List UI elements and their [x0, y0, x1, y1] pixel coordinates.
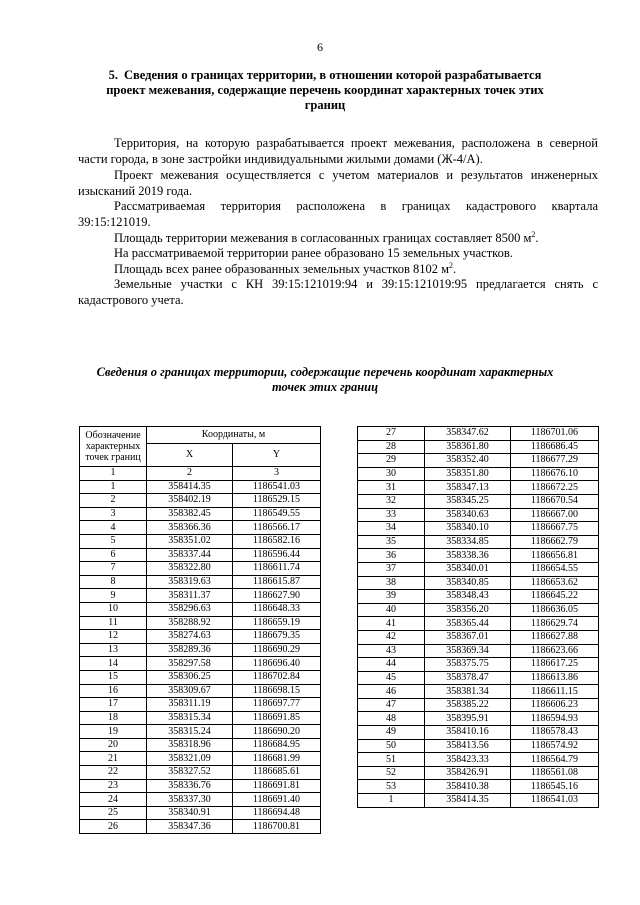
- table-row: [358, 753, 599, 767]
- x-coordinate-cell: 358309.67: [147, 684, 233, 698]
- table-row: [80, 657, 321, 671]
- point-number-cell: 35: [358, 535, 425, 549]
- table-row: [80, 806, 321, 820]
- point-number-cell: 25: [80, 806, 147, 820]
- x-coordinate-cell: 358414.35: [147, 480, 233, 494]
- table-row: [80, 494, 321, 508]
- table-row: [80, 779, 321, 793]
- table-row: [358, 685, 599, 699]
- point-number-cell: 2: [80, 494, 147, 508]
- x-coordinate-cell: 358340.91: [147, 806, 233, 820]
- point-number-cell: 19: [80, 725, 147, 739]
- x-coordinate-cell: 358318.96: [147, 738, 233, 752]
- paragraph-location: Территория, на которую разрабатывается проект межевания, расположена в северной части города, в зоне застройки индивидуальными жилыми домами (Ж-4/А).: [78, 136, 598, 166]
- table-row: [80, 630, 321, 644]
- y-coordinate-cell: 1186701.06: [510, 427, 598, 441]
- y-coordinate-cell: 1186702.84: [232, 670, 320, 684]
- y-coordinate-cell: 1186697.77: [232, 698, 320, 712]
- y-coordinate-cell: 1186629.74: [510, 617, 598, 631]
- table-row: [80, 562, 321, 576]
- point-number-cell: 28: [358, 440, 425, 454]
- table-row: [358, 644, 599, 658]
- x-coordinate-cell: 358297.58: [147, 657, 233, 671]
- table-row: [358, 440, 599, 454]
- x-coordinate-cell: 358382.45: [147, 507, 233, 521]
- coordinates-table-left: [79, 426, 321, 834]
- y-coordinate-cell: 1186582.16: [232, 534, 320, 548]
- y-coordinate-cell: 1186645.22: [510, 590, 598, 604]
- point-number-cell: 1: [358, 794, 425, 808]
- table-row: [80, 643, 321, 657]
- table-row: [358, 481, 599, 495]
- point-number-cell: 24: [80, 793, 147, 807]
- table-row: [80, 548, 321, 562]
- point-number-cell: 48: [358, 712, 425, 726]
- x-coordinate-cell: 358381.34: [425, 685, 511, 699]
- x-coordinate-cell: 358347.62: [425, 427, 511, 441]
- y-coordinate-cell: 1186615.87: [232, 575, 320, 589]
- point-number-cell: 23: [80, 779, 147, 793]
- y-coordinate-cell: 1186662.79: [510, 535, 598, 549]
- x-coordinate-cell: 358340.63: [425, 508, 511, 522]
- y-coordinate-cell: 1186529.15: [232, 494, 320, 508]
- table-row: [358, 766, 599, 780]
- y-coordinate-cell: 1186561.08: [510, 766, 598, 780]
- y-coordinate-cell: 1186690.29: [232, 643, 320, 657]
- x-coordinate-cell: 358365.44: [425, 617, 511, 631]
- y-coordinate-cell: 1186679.35: [232, 630, 320, 644]
- y-coordinate-cell: 1186667.75: [510, 522, 598, 536]
- table-row: [80, 766, 321, 780]
- area-unit-sup: 2: [531, 229, 536, 239]
- table-row: [358, 549, 599, 563]
- y-coordinate-cell: 1186691.85: [232, 711, 320, 725]
- header-x: X: [147, 444, 233, 467]
- point-number-cell: 50: [358, 739, 425, 753]
- y-coordinate-cell: 1186681.99: [232, 752, 320, 766]
- y-coordinate-cell: 1186596.44: [232, 548, 320, 562]
- x-coordinate-cell: 358367.01: [425, 630, 511, 644]
- point-number-cell: 36: [358, 549, 425, 563]
- x-coordinate-cell: 358337.30: [147, 793, 233, 807]
- table-row: [358, 780, 599, 794]
- x-coordinate-cell: 358296.63: [147, 602, 233, 616]
- point-number-cell: 16: [80, 684, 147, 698]
- coordinates-table-right: [357, 426, 599, 808]
- parcels-area-suffix: .: [453, 261, 457, 276]
- paragraph-basis: Проект межевания осуществляется с учетом материалов и результатов инженерных изысканий 2019 года.: [78, 168, 598, 198]
- page-number: 6: [317, 40, 323, 54]
- table-row: [80, 507, 321, 521]
- x-coordinate-cell: 358306.25: [147, 670, 233, 684]
- table-row: [80, 602, 321, 616]
- point-number-cell: 7: [80, 562, 147, 576]
- point-number-cell: 34: [358, 522, 425, 536]
- x-coordinate-cell: 358375.75: [425, 658, 511, 672]
- point-number-cell: 38: [358, 576, 425, 590]
- y-coordinate-cell: 1186611.15: [510, 685, 598, 699]
- y-coordinate-cell: 1186700.81: [232, 820, 320, 834]
- x-coordinate-cell: 358322.80: [147, 562, 233, 576]
- table-row: [358, 427, 599, 441]
- header-index-2: 2: [147, 467, 233, 481]
- point-number-cell: 32: [358, 494, 425, 508]
- y-coordinate-cell: 1186627.90: [232, 589, 320, 603]
- y-coordinate-cell: 1186578.43: [510, 726, 598, 740]
- x-coordinate-cell: 358347.36: [147, 820, 233, 834]
- y-coordinate-cell: 1186653.62: [510, 576, 598, 590]
- y-coordinate-cell: 1186691.81: [232, 779, 320, 793]
- point-number-cell: 18: [80, 711, 147, 725]
- header-index-3: 3: [232, 467, 320, 481]
- table-row: [358, 603, 599, 617]
- point-number-cell: 27: [358, 427, 425, 441]
- x-coordinate-cell: 358334.85: [425, 535, 511, 549]
- header-index-1: 1: [80, 467, 147, 481]
- paragraph-area: [78, 231, 598, 247]
- y-coordinate-cell: 1186686.45: [510, 440, 598, 454]
- y-coordinate-cell: 1186667.00: [510, 508, 598, 522]
- table-row: [80, 480, 321, 494]
- x-coordinate-cell: 358311.19: [147, 698, 233, 712]
- table-row: [358, 712, 599, 726]
- table-row: [80, 575, 321, 589]
- y-coordinate-cell: 1186685.61: [232, 766, 320, 780]
- table-row: [80, 670, 321, 684]
- table-row: [80, 711, 321, 725]
- x-coordinate-cell: 358340.85: [425, 576, 511, 590]
- x-coordinate-cell: 358395.91: [425, 712, 511, 726]
- paragraph-cadastral-quarter: Рассматриваемая территория расположена в границах кадастрового квартала 39:15:121019.: [78, 199, 598, 229]
- table-row: [80, 725, 321, 739]
- point-number-cell: 30: [358, 467, 425, 481]
- point-number-cell: 29: [358, 454, 425, 468]
- table-row: [358, 794, 599, 808]
- table-row: [358, 630, 599, 644]
- table-row: [80, 684, 321, 698]
- x-coordinate-cell: 358288.92: [147, 616, 233, 630]
- x-coordinate-cell: 358426.91: [425, 766, 511, 780]
- parcels-area-unit-sup: 2: [449, 260, 454, 270]
- x-coordinate-cell: 358352.40: [425, 454, 511, 468]
- point-number-cell: 6: [80, 548, 147, 562]
- y-coordinate-cell: 1186691.40: [232, 793, 320, 807]
- point-number-cell: 53: [358, 780, 425, 794]
- point-number-cell: 20: [80, 738, 147, 752]
- table-row: [358, 508, 599, 522]
- point-number-cell: 31: [358, 481, 425, 495]
- point-number-cell: 45: [358, 671, 425, 685]
- y-coordinate-cell: 1186648.33: [232, 602, 320, 616]
- table-row: [80, 738, 321, 752]
- y-coordinate-cell: 1186698.15: [232, 684, 320, 698]
- x-coordinate-cell: 358366.36: [147, 521, 233, 535]
- x-coordinate-cell: 358289.36: [147, 643, 233, 657]
- point-number-cell: 22: [80, 766, 147, 780]
- table-header-row: [80, 427, 321, 444]
- y-coordinate-cell: 1186670.54: [510, 494, 598, 508]
- point-number-cell: 3: [80, 507, 147, 521]
- table-row: [80, 521, 321, 535]
- point-number-cell: 1: [80, 480, 147, 494]
- y-coordinate-cell: 1186613.86: [510, 671, 598, 685]
- point-number-cell: 5: [80, 534, 147, 548]
- y-coordinate-cell: 1186696.40: [232, 657, 320, 671]
- point-number-cell: 49: [358, 726, 425, 740]
- table-row: [358, 739, 599, 753]
- x-coordinate-cell: 358361.80: [425, 440, 511, 454]
- point-number-cell: 11: [80, 616, 147, 630]
- paragraph-parcels-area: [78, 262, 598, 278]
- y-coordinate-cell: 1186636.05: [510, 603, 598, 617]
- x-coordinate-cell: 358423.33: [425, 753, 511, 767]
- table-row: [80, 793, 321, 807]
- y-coordinate-cell: 1186684.95: [232, 738, 320, 752]
- y-coordinate-cell: 1186676.10: [510, 467, 598, 481]
- table-row: [358, 671, 599, 685]
- y-coordinate-cell: 1186564.79: [510, 753, 598, 767]
- table-row: [358, 522, 599, 536]
- area-text: Площадь территории межевания в согласованных границах составляет 8500 м: [114, 230, 532, 245]
- header-y: Y: [232, 444, 320, 467]
- y-coordinate-cell: 1186656.81: [510, 549, 598, 563]
- x-coordinate-cell: 358315.24: [147, 725, 233, 739]
- x-coordinate-cell: 358410.38: [425, 780, 511, 794]
- point-number-cell: 52: [358, 766, 425, 780]
- x-coordinate-cell: 358348.43: [425, 590, 511, 604]
- table-row: [358, 658, 599, 672]
- x-coordinate-cell: 358315.34: [147, 711, 233, 725]
- y-coordinate-cell: 1186690.20: [232, 725, 320, 739]
- header-point-designation: Обозначение характерных точек границ: [80, 427, 147, 467]
- y-coordinate-cell: 1186672.25: [510, 481, 598, 495]
- table-row: [358, 535, 599, 549]
- x-coordinate-cell: 358414.35: [425, 794, 511, 808]
- point-number-cell: 15: [80, 670, 147, 684]
- body-text: [78, 136, 598, 309]
- paragraph-deregister: Земельные участки с КН 39:15:121019:94 и 39:15:121019:95 предлагается снять с кадастрового учета.: [78, 277, 598, 307]
- y-coordinate-cell: 1186677.29: [510, 454, 598, 468]
- x-coordinate-cell: 358321.09: [147, 752, 233, 766]
- table-row: [80, 820, 321, 834]
- section-number: 5.: [108, 68, 118, 82]
- point-number-cell: 8: [80, 575, 147, 589]
- x-coordinate-cell: 358385.22: [425, 698, 511, 712]
- paragraph-parcels-count: На рассматриваемой территории ранее образовано 15 земельных участков.: [114, 246, 513, 261]
- table-row: [358, 590, 599, 604]
- x-coordinate-cell: 358274.63: [147, 630, 233, 644]
- y-coordinate-cell: 1186594.93: [510, 712, 598, 726]
- point-number-cell: 47: [358, 698, 425, 712]
- x-coordinate-cell: 358340.01: [425, 562, 511, 576]
- area-suffix: .: [535, 230, 539, 245]
- point-number-cell: 9: [80, 589, 147, 603]
- table-row: [358, 562, 599, 576]
- point-number-cell: 40: [358, 603, 425, 617]
- point-number-cell: 42: [358, 630, 425, 644]
- x-coordinate-cell: 358351.80: [425, 467, 511, 481]
- table-row: [80, 752, 321, 766]
- y-coordinate-cell: 1186659.19: [232, 616, 320, 630]
- table-row: [358, 617, 599, 631]
- point-number-cell: 33: [358, 508, 425, 522]
- x-coordinate-cell: 358413.56: [425, 739, 511, 753]
- table-row: [80, 698, 321, 712]
- y-coordinate-cell: 1186541.03: [232, 480, 320, 494]
- point-number-cell: 17: [80, 698, 147, 712]
- y-coordinate-cell: 1186617.25: [510, 658, 598, 672]
- table-row: [80, 534, 321, 548]
- x-coordinate-cell: 358311.37: [147, 589, 233, 603]
- y-coordinate-cell: 1186623.66: [510, 644, 598, 658]
- point-number-cell: 13: [80, 643, 147, 657]
- header-coordinates: Координаты, м: [147, 427, 321, 444]
- x-coordinate-cell: 358327.52: [147, 766, 233, 780]
- x-coordinate-cell: 358319.63: [147, 575, 233, 589]
- point-number-cell: 10: [80, 602, 147, 616]
- table-index-row: [80, 467, 321, 481]
- parcels-area-text: Площадь всех ранее образованных земельных участков 8102 м: [114, 261, 450, 276]
- table-row: [80, 616, 321, 630]
- y-coordinate-cell: 1186606.23: [510, 698, 598, 712]
- x-coordinate-cell: 358338.36: [425, 549, 511, 563]
- table-row: [80, 589, 321, 603]
- x-coordinate-cell: 358369.34: [425, 644, 511, 658]
- point-number-cell: 26: [80, 820, 147, 834]
- point-number-cell: 41: [358, 617, 425, 631]
- x-coordinate-cell: 358340.10: [425, 522, 511, 536]
- x-coordinate-cell: 358347.13: [425, 481, 511, 495]
- y-coordinate-cell: 1186694.48: [232, 806, 320, 820]
- point-number-cell: 21: [80, 752, 147, 766]
- x-coordinate-cell: 358378.47: [425, 671, 511, 685]
- point-number-cell: 39: [358, 590, 425, 604]
- x-coordinate-cell: 358402.19: [147, 494, 233, 508]
- point-number-cell: 14: [80, 657, 147, 671]
- table-row: [358, 726, 599, 740]
- table-row: [358, 467, 599, 481]
- point-number-cell: 44: [358, 658, 425, 672]
- x-coordinate-cell: 358337.44: [147, 548, 233, 562]
- table-row: [358, 454, 599, 468]
- y-coordinate-cell: 1186627.88: [510, 630, 598, 644]
- x-coordinate-cell: 358410.16: [425, 726, 511, 740]
- x-coordinate-cell: 358356.20: [425, 603, 511, 617]
- point-number-cell: 37: [358, 562, 425, 576]
- table-row: [358, 494, 599, 508]
- section-title: Сведения о границах территории, в отношении которой разрабатывается проект межевания, содержащие перечень координат характерных точек этих границ: [106, 68, 544, 112]
- point-number-cell: 51: [358, 753, 425, 767]
- section-heading: [100, 68, 550, 113]
- point-number-cell: 46: [358, 685, 425, 699]
- y-coordinate-cell: 1186549.55: [232, 507, 320, 521]
- y-coordinate-cell: 1186654.55: [510, 562, 598, 576]
- table-row: [358, 698, 599, 712]
- y-coordinate-cell: 1186541.03: [510, 794, 598, 808]
- y-coordinate-cell: 1186574.92: [510, 739, 598, 753]
- x-coordinate-cell: 358336.76: [147, 779, 233, 793]
- x-coordinate-cell: 358345.25: [425, 494, 511, 508]
- table-title: Сведения о границах территории, содержащие перечень координат характерных точек этих границ: [96, 365, 554, 394]
- point-number-cell: 4: [80, 521, 147, 535]
- y-coordinate-cell: 1186545.16: [510, 780, 598, 794]
- y-coordinate-cell: 1186566.17: [232, 521, 320, 535]
- y-coordinate-cell: 1186611.74: [232, 562, 320, 576]
- point-number-cell: 12: [80, 630, 147, 644]
- x-coordinate-cell: 358351.02: [147, 534, 233, 548]
- point-number-cell: 43: [358, 644, 425, 658]
- table-row: [358, 576, 599, 590]
